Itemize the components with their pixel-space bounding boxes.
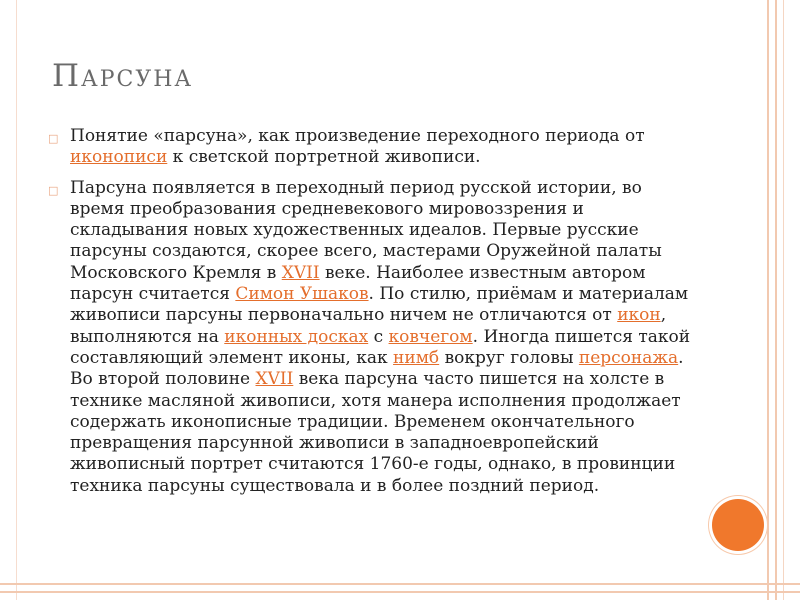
frame-line-bottom-1 bbox=[0, 583, 800, 585]
hyperlink[interactable]: XVII bbox=[255, 369, 294, 390]
paragraph-text: . Во второй половине bbox=[70, 347, 684, 390]
bullet-paragraph bbox=[48, 126, 693, 169]
hyperlink[interactable]: Симон Ушаков bbox=[235, 284, 369, 305]
hyperlink[interactable]: XVII bbox=[281, 262, 320, 283]
paragraph-text: к светской портретной живописи. bbox=[167, 147, 481, 168]
frame-line-right-3 bbox=[783, 0, 784, 600]
paragraph-text: Парсуна появляется в переходный период русской истории, во время преобразования средневекового мировоззрения и складывания новых художественных идеалов. Первые русские парсуны создаются, скорее всего, мастерами Оружейной палаты Московского Кремля в bbox=[70, 177, 662, 283]
slide-body bbox=[48, 126, 693, 506]
hyperlink[interactable]: ковчегом bbox=[388, 326, 473, 347]
paragraph-text: с bbox=[368, 326, 389, 347]
paragraph-text: вокруг головы bbox=[439, 347, 579, 368]
hyperlink[interactable]: персонажа bbox=[578, 347, 679, 368]
slide-title: Парсуна bbox=[52, 58, 194, 94]
hyperlink[interactable]: иконописи bbox=[70, 147, 168, 168]
hyperlink[interactable]: икон bbox=[617, 305, 661, 326]
paragraph-text: . Иногда пишется такой составляющий элемент иконы, как bbox=[70, 326, 691, 368]
paragraph-text: , выполняются на bbox=[70, 305, 667, 347]
decorative-circle bbox=[712, 499, 764, 551]
frame-line-bottom-2 bbox=[0, 591, 800, 593]
hyperlink[interactable]: иконных досках bbox=[224, 326, 369, 347]
square-bullet-icon: □ bbox=[48, 132, 59, 145]
bullet-paragraph bbox=[48, 178, 693, 497]
hyperlink[interactable]: нимб bbox=[393, 347, 440, 368]
frame-line-right-2 bbox=[775, 0, 777, 600]
frame-line-left bbox=[16, 0, 17, 600]
paragraph-text: Понятие «парсуна», как произведение переходного периода от bbox=[70, 126, 645, 146]
frame-line-right-1 bbox=[767, 0, 769, 600]
paragraph-text: веке. Наиболее известным автором парсун считается bbox=[70, 262, 646, 305]
paragraph-text: века парсуна часто пишется на холсте в технике масляной живописи, хотя манера исполнения продолжает содержать иконописные традиции. Временем окончательного превращения парсунной живописи в западноевропейский живописный портрет считаются 1760-е годы, однако, в провинции техника парсуны существовала и в более поздний период. bbox=[70, 369, 681, 496]
square-bullet-icon: □ bbox=[48, 183, 59, 197]
paragraph-text: . По стилю, приёмам и материалам живописи парсуны первоначально ничем не отличаются от bbox=[70, 284, 689, 326]
